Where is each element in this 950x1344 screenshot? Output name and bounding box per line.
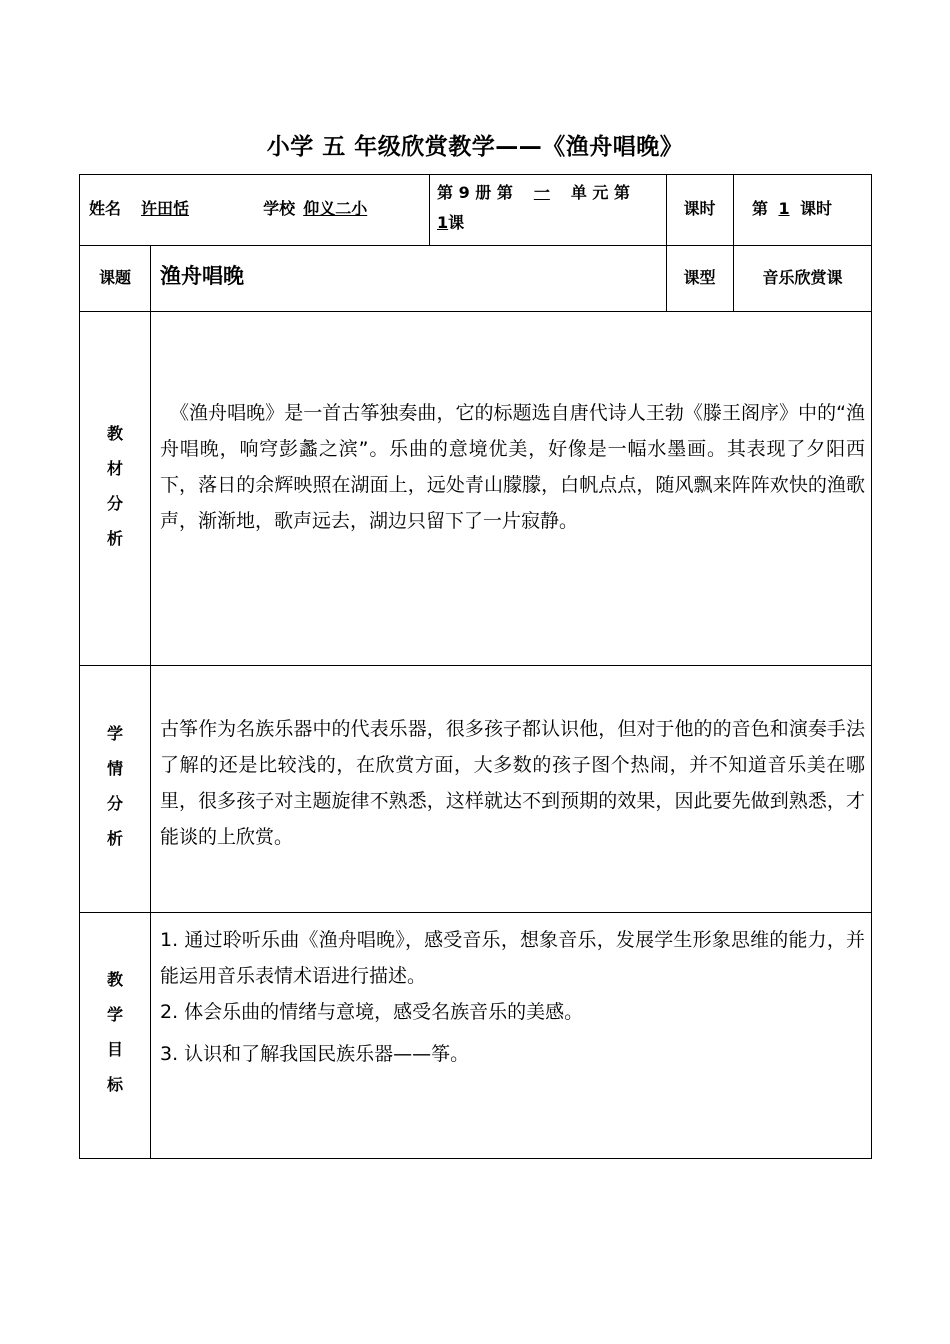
name-label: 姓名 xyxy=(89,199,122,218)
label-char: 材 xyxy=(106,459,123,478)
page-title: 小学 五 年级欣赏教学——《渔舟唱晚》 xyxy=(266,134,684,160)
topic-label: 课题 xyxy=(98,268,131,287)
school-label: 学校 xyxy=(263,199,296,218)
table-row-divider xyxy=(79,912,872,913)
unit-info xyxy=(437,178,662,238)
table-row-divider xyxy=(79,665,872,666)
topic-type-value: 音乐欣赏课 xyxy=(762,268,843,287)
label-char: 学 xyxy=(106,1005,123,1024)
table-col-divider xyxy=(733,174,734,312)
table-col-divider xyxy=(429,174,430,246)
label-char: 析 xyxy=(106,529,123,548)
table-row-divider xyxy=(79,245,872,246)
table-border-bottom xyxy=(79,1158,872,1159)
teacher-info xyxy=(89,196,367,219)
table-border-top xyxy=(79,174,872,175)
teaching-goals-label xyxy=(79,962,151,1102)
material-analysis-label xyxy=(79,416,151,556)
unit-value: 一 xyxy=(533,183,550,202)
table-row-divider xyxy=(79,311,872,312)
table-col-divider xyxy=(666,174,667,312)
lesson-suffix: 课 xyxy=(448,213,465,232)
period-prefix: 第 xyxy=(752,199,769,218)
goal-item: 1. 通过聆听乐曲《渔舟唱晚》，感受音乐，想象音乐，发展学生形象思维的能力，并能运用音乐表情术语进行描述。 xyxy=(160,929,865,987)
label-char: 学 xyxy=(106,724,123,743)
student-analysis-text: 古筝作为名族乐器中的代表乐器，很多孩子都认识他，但对于他的的音色和演奏手法了解的还是比较浅的，在欣赏方面，大多数的孩子图个热闹，并不知道音乐美在哪里，很多孩子对主题旋律不熟悉，这样就达不到预期的效果，因此要先做到熟悉，才能谈的上欣赏。 xyxy=(160,718,865,848)
label-char: 分 xyxy=(106,494,123,513)
period-value: 1 xyxy=(778,199,790,218)
label-char: 目 xyxy=(106,1040,123,1059)
label-char: 分 xyxy=(106,794,123,813)
period-label: 课时 xyxy=(683,199,716,218)
topic-value: 渔舟唱晚 xyxy=(160,264,244,288)
goal-item: 3. 认识和了解我国民族乐器——筝。 xyxy=(160,1043,470,1065)
book-prefix: 第 9 册 第 xyxy=(437,183,513,202)
label-char: 析 xyxy=(106,829,123,848)
material-analysis-text: 《渔舟唱晚》是一首古筝独奏曲，它的标题选自唐代诗人王勃《滕王阁序》中的“渔舟唱晚，响穹彭蠡之滨”。乐曲的意境优美，好像是一幅水墨画。其表现了夕阳西下，落日的余辉映照在湖面上，远处青山朦朦，白帆点点，随风飘来阵阵欢快的渔歌声，渐渐地，歌声远去，湖边只留下了一片寂静。 xyxy=(160,402,865,532)
goal-item: 2. 体会乐曲的情绪与意境，感受名族音乐的美感。 xyxy=(160,1001,584,1023)
topic-type-label: 课型 xyxy=(683,268,716,287)
student-analysis-label xyxy=(79,716,151,856)
name-value: 许田恬 xyxy=(141,199,190,218)
unit-suffix: 单 元 第 xyxy=(570,183,631,202)
period-suffix: 课时 xyxy=(800,199,833,218)
period-info xyxy=(752,196,832,219)
teaching-goals-list xyxy=(160,922,865,1072)
table-border-right xyxy=(871,174,872,1159)
label-char: 教 xyxy=(106,424,123,443)
label-char: 教 xyxy=(106,970,123,989)
school-value: 仰义二小 xyxy=(303,199,368,218)
lesson-value: 1 xyxy=(437,213,449,232)
label-char: 情 xyxy=(106,759,123,778)
label-char: 标 xyxy=(106,1075,123,1094)
